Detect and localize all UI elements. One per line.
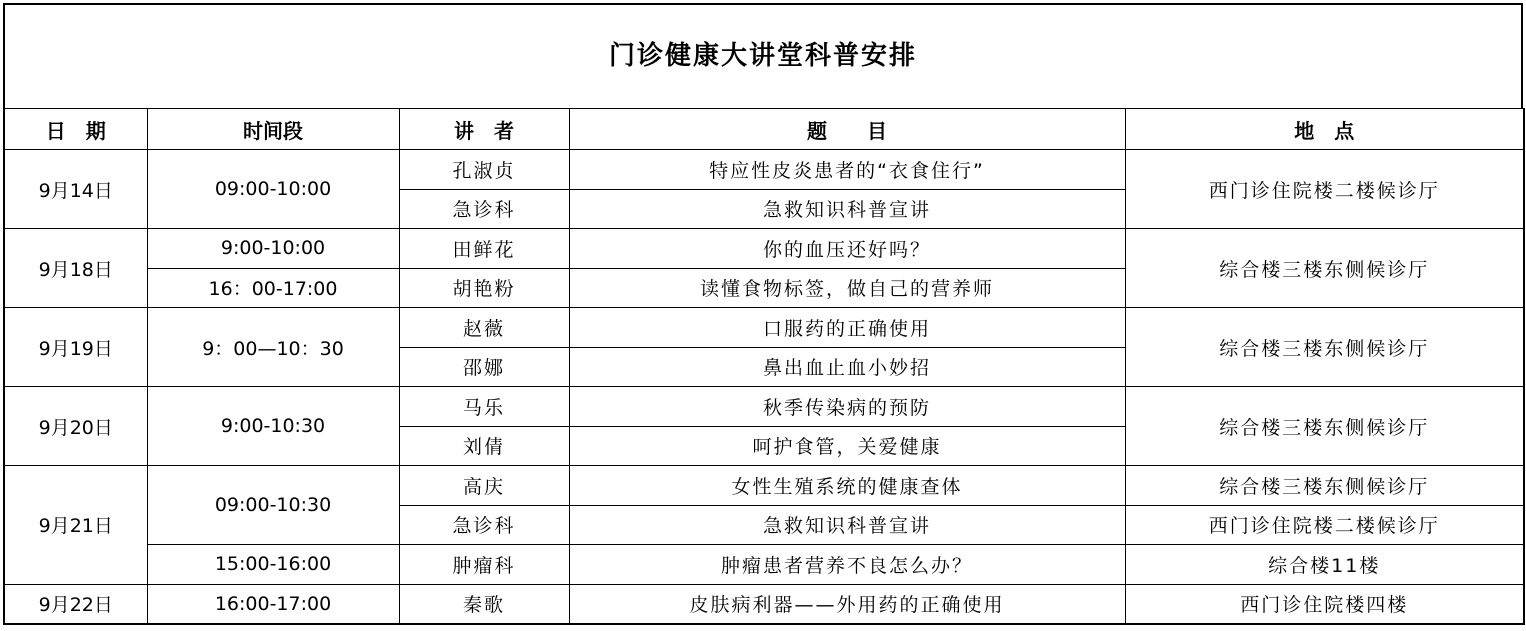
date-cell: 9月22日 <box>4 584 147 624</box>
time-cell: 9:00-10:30 <box>147 387 399 466</box>
location-cell: 西门诊住院楼二楼候诊厅 <box>1125 150 1524 229</box>
location-cell: 综合楼11楼 <box>1125 545 1524 585</box>
speaker-cell: 胡艳粉 <box>399 268 569 308</box>
time-cell: 9：00—10：30 <box>147 308 399 387</box>
topic-cell: 女性生殖系统的健康查体 <box>569 466 1125 506</box>
location-cell: 西门诊住院楼二楼候诊厅 <box>1125 505 1524 545</box>
date-cell: 9月14日 <box>4 150 147 229</box>
table-row <box>4 308 1524 348</box>
header-date: 日 期 <box>4 109 147 150</box>
page-title: 门诊健康大讲堂科普安排 <box>608 41 917 71</box>
time-cell: 16：00-17:00 <box>147 268 399 308</box>
speaker-cell: 赵薇 <box>399 308 569 348</box>
speaker-cell: 田鲜花 <box>399 229 569 269</box>
date-cell: 9月18日 <box>4 229 147 308</box>
location-cell: 综合楼三楼东侧候诊厅 <box>1125 229 1524 308</box>
location-cell: 综合楼三楼东侧候诊厅 <box>1125 308 1524 387</box>
speaker-cell: 马乐 <box>399 387 569 427</box>
table-row <box>4 466 1524 506</box>
topic-cell: 肿瘤患者营养不良怎么办？ <box>569 545 1125 585</box>
table-row <box>4 584 1524 624</box>
schedule-sheet <box>3 3 1521 627</box>
topic-cell: 急救知识科普宣讲 <box>569 505 1125 545</box>
table-row <box>4 545 1524 585</box>
speaker-cell: 秦歌 <box>399 584 569 624</box>
speaker-cell: 邵娜 <box>399 347 569 387</box>
location-cell: 综合楼三楼东侧候诊厅 <box>1125 466 1524 506</box>
date-cell: 9月21日 <box>4 466 147 585</box>
header-row <box>4 109 1524 150</box>
topic-cell: 口服药的正确使用 <box>569 308 1125 348</box>
speaker-cell: 肿瘤科 <box>399 545 569 585</box>
header-location: 地 点 <box>1125 109 1524 150</box>
topic-cell: 读懂食物标签，做自己的营养师 <box>569 268 1125 308</box>
time-cell: 16:00-17:00 <box>147 584 399 624</box>
time-cell: 09:00-10:00 <box>147 150 399 229</box>
speaker-cell: 高庆 <box>399 466 569 506</box>
schedule-table <box>3 108 1525 625</box>
topic-cell: 皮肤病利器——外用药的正确使用 <box>569 584 1125 624</box>
table-row <box>4 150 1524 190</box>
date-cell: 9月20日 <box>4 387 147 466</box>
header-time: 时间段 <box>147 109 399 150</box>
location-cell: 西门诊住院楼四楼 <box>1125 584 1524 624</box>
topic-cell: 秋季传染病的预防 <box>569 387 1125 427</box>
topic-cell: 急救知识科普宣讲 <box>569 189 1125 229</box>
speaker-cell: 孔淑贞 <box>399 150 569 190</box>
speaker-cell: 急诊科 <box>399 505 569 545</box>
date-cell: 9月19日 <box>4 308 147 387</box>
header-speaker: 讲 者 <box>399 109 569 150</box>
title-cell <box>3 3 1523 108</box>
speaker-cell: 刘倩 <box>399 426 569 466</box>
speaker-cell: 急诊科 <box>399 189 569 229</box>
time-cell: 9:00-10:00 <box>147 229 399 269</box>
topic-cell: 特应性皮炎患者的“衣食住行” <box>569 150 1125 190</box>
time-cell: 09:00-10:30 <box>147 466 399 545</box>
location-cell: 综合楼三楼东侧候诊厅 <box>1125 387 1524 466</box>
table-row <box>4 229 1524 269</box>
time-cell: 15:00-16:00 <box>147 545 399 585</box>
topic-cell: 呵护食管，关爱健康 <box>569 426 1125 466</box>
topic-cell: 你的血压还好吗？ <box>569 229 1125 269</box>
header-topic: 题 目 <box>569 109 1125 150</box>
table-row <box>4 387 1524 427</box>
topic-cell: 鼻出血止血小妙招 <box>569 347 1125 387</box>
